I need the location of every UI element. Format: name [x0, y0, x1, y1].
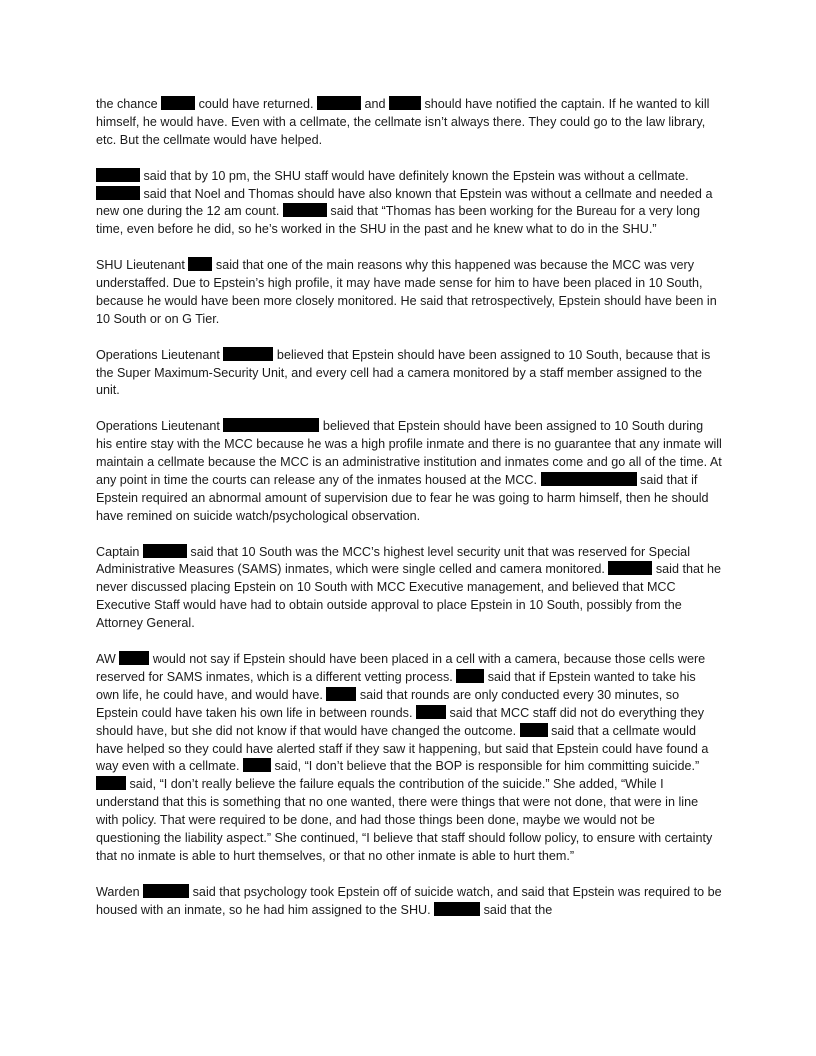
paragraph-3: [96, 257, 722, 329]
paragraph-text: said, “I don’t believe that the BOP is responsible for him committing suicide.”: [271, 759, 700, 774]
redaction-bar: [283, 203, 327, 217]
redaction-bar: [317, 96, 361, 110]
redaction-bar: [96, 776, 126, 790]
redaction-bar: [608, 561, 652, 575]
paragraph-text: Operations Lieutenant: [96, 419, 224, 434]
paragraph-7: [96, 651, 722, 866]
redaction-bar: [188, 257, 212, 271]
paragraph-text: believed that Epstein should have been assigned to 10 South during his entire stay with the MCC because he was a high profile inmate and there is no guarantee that any inmate will maintain a cellmate because the MCC is an administrative institution and inmates come and go all of the time. At any point in time the courts can release any of the inmates housed at the MCC.: [96, 419, 722, 487]
paragraph-text: said that if Epstein required an abnormal amount of supervision due to fear he was going to harm himself, then he should have remined on suicide watch/psychological observation.: [96, 472, 709, 523]
paragraph-2: [96, 168, 722, 240]
redaction-bar: [223, 418, 319, 432]
paragraph-text: should have notified the captain. If he wanted to kill himself, he would have. Even with a cellmate, the cellmate isn’t always there. They could go to the law library, etc. But the cellmate would have helped.: [96, 97, 710, 147]
paragraph-text: said that psychology took Epstein off of suicide watch, and said that Epstein was required to be housed with an inmate, so he had him assigned to the SHU.: [96, 884, 722, 917]
paragraph-text: said, “I don’t really believe the failure equals the contribution of the suicide.” She added, “While I understand that this is something that no one wanted, there were things that were not done, that were in line with policy. That were required to be done, and had those things been done, maybe we would not be questioning the liability aspect.” She continued, “I believe that staff should follow policy, to ensure with certainty that no inmate is able to hurt themselves, or that no other inmate is able to hurt them.”: [96, 777, 713, 863]
paragraph-1: [96, 96, 722, 150]
paragraph-text: would not say if Epstein should have been placed in a cell with a camera, because those cells were reserved for SAMS inmates, which is a different vetting process.: [96, 652, 706, 684]
redaction-bar: [434, 902, 480, 916]
redaction-bar: [520, 723, 548, 737]
redaction-bar: [96, 186, 140, 200]
redaction-bar: [96, 168, 140, 182]
paragraph-text: said that the: [480, 902, 553, 917]
redaction-bar: [119, 651, 149, 665]
paragraph-text: Captain: [96, 544, 143, 559]
paragraph-text: the chance: [96, 97, 162, 111]
paragraph-text: believed that Epstein should have been assigned to 10 South, because that is the Super Maximum-Security Unit, and every cell had a camera monitored by a staff member assigned to the unit.: [96, 347, 711, 398]
paragraph-text: said that he never discussed placing Epstein on 10 South with MCC Executive management, and believed that MCC Executive Staff would have had to obtain outside approval to place Epstein in 10 South, possibly from the Attorney General.: [96, 562, 721, 631]
redaction-bar: [143, 884, 189, 898]
redaction-bar: [161, 96, 195, 110]
paragraph-text: said that MCC staff did not do everything they should have, but she did not know if that would have changed the outcome.: [96, 705, 705, 738]
paragraph-text: said that Noel and Thomas should have also known that Epstein was without a cellmate and needed a new one during the 12 am count.: [96, 186, 713, 219]
redaction-bar: [143, 544, 187, 558]
redaction-bar: [243, 758, 271, 772]
paragraph-text: said that by 10 pm, the SHU staff would have definitely known the Epstein was without a cellmate.: [140, 168, 689, 183]
paragraph-5: [96, 418, 722, 525]
paragraph-text: said that if Epstein wanted to take his own life, he could have, and would have.: [96, 669, 696, 702]
paragraph-text: said that “Thomas has been working for the Bureau for a very long time, even before he did, so he’s worked in the SHU in the past and he knew what to do in the SHU.”: [96, 204, 701, 237]
document-body: [96, 96, 722, 937]
paragraph-text: AW: [96, 652, 120, 666]
redaction-bar: [326, 687, 356, 701]
paragraph-text: said that rounds are only conducted every 30 minutes, so Epstein could have taken his own life in between rounds.: [96, 687, 680, 720]
redaction-bar: [456, 669, 484, 683]
paragraph-text: Operations Lieutenant: [96, 347, 224, 362]
paragraph-8: [96, 884, 722, 920]
paragraph-text: Warden: [96, 884, 144, 899]
paragraph-text: said that one of the main reasons why this happened was because the MCC was very understaffed. Due to Epstein’s high profile, it may have made sense for him to have been placed in 10 South, because he would have been more closely monitored. He said that retrospectively, Epstein should have been in 10 South or on G Tier.: [96, 258, 717, 326]
paragraph-text: said that 10 South was the MCC’s highest level security unit that was reserved for Special Administrative Measures (SAMS) inmates, which were single celled and camera monitored.: [96, 544, 690, 577]
paragraph-text: SHU Lieutenant: [96, 258, 189, 273]
paragraph-text: and: [360, 97, 389, 111]
redaction-bar: [223, 347, 273, 361]
paragraph-6: [96, 544, 722, 634]
paragraph-text: said that a cellmate would have helped so they could have alerted staff if they saw it happening, but said that Epstein could have found a way even with a cellmate.: [96, 723, 709, 774]
paragraph-text: could have returned.: [195, 97, 317, 111]
redaction-bar: [416, 705, 446, 719]
redaction-bar: [389, 96, 421, 110]
redaction-bar: [541, 472, 637, 486]
paragraph-4: [96, 347, 722, 401]
